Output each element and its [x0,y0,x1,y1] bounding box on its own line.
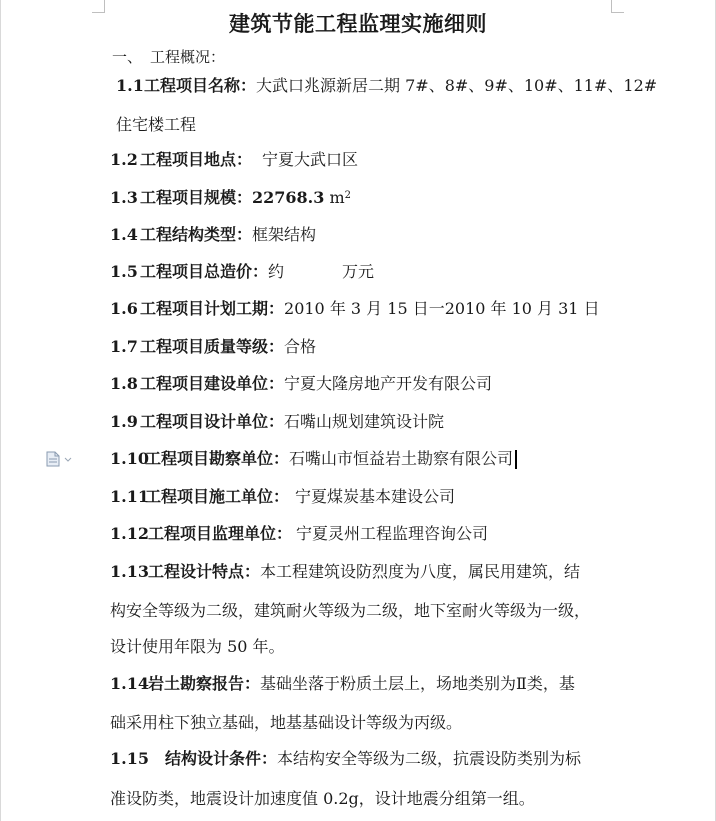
item-unit-superscript: 2 [344,190,352,201]
item-design-unit [110,412,444,432]
item-structural-conditions-line-2: 准设防类，地震设计加速度值 0.2g，设计地震分组第一组。 [110,789,535,808]
item-structure-type [110,225,316,245]
item-number: 1.2 [110,150,138,169]
item-project-location [110,150,358,170]
item-value: 大武口兆源新居二期 7#、8#、9#、10#、11#、12# [256,76,658,95]
item-value: 宁夏大武口区 [262,150,359,169]
item-project-scale [110,188,351,208]
item-value: 框架结构 [252,225,317,244]
item-label: 结构设计条件： [165,749,278,768]
item-number: 1.4 [110,225,138,244]
item-quality-grade [110,337,316,357]
item-structural-conditions [110,749,581,769]
section-heading [112,46,225,67]
section-heading-text: 工程概况： [150,48,226,66]
text-cursor [515,450,517,469]
item-value: 基础坐落于粉质土层上，场地类别为Ⅱ类，基 [260,674,575,693]
item-label: 工程项目监理单位： [148,524,293,543]
item-number: 1.9 [110,412,138,431]
item-number: 1.8 [110,374,138,393]
item-value: 宁夏煤炭基本建设公司 [295,487,456,506]
item-number: 1.6 [110,299,138,318]
item-contractor [110,487,455,507]
item-label: 工程项目地点： [140,150,253,169]
item-value: 22768.3 [252,188,325,207]
item-label: 工程项目名称： [144,76,257,95]
item-value: 本结构安全等级为二级，抗震设防类别为标 [277,749,582,768]
item-number: 1.1 [116,76,144,95]
item-design-features-line-3: 设计使用年限为 50 年。 [110,637,285,656]
item-value: 约 [268,262,285,281]
item-label: 工程设计特点： [148,562,261,581]
item-design-features-line-2: 构安全等级为二级，建筑耐火等级为二级，地下室耐火等级为一级， [110,601,591,620]
item-label: 工程项目规模： [140,188,253,207]
item-value: 合格 [284,337,317,356]
item-number: 1.10 [110,449,149,468]
item-number: 1.13 [110,562,149,581]
item-survey-unit [110,449,517,469]
item-schedule [110,299,600,319]
item-number: 1.5 [110,262,138,281]
document-title: 建筑节能工程监理实施细则 [229,11,487,36]
item-label: 工程项目计划工期： [140,299,285,318]
item-geotech-report [110,674,575,694]
document-page-icon[interactable] [46,451,74,467]
item-label: 工程项目勘察单位： [145,449,290,468]
item-number: 1.12 [110,524,149,543]
item-total-cost [110,262,374,282]
item-value: 石嘴山市恒益岩土勘察有限公司 [289,449,514,468]
item-label: 工程项目建设单位： [140,374,285,393]
item-value: 宁夏大隆房地产开发有限公司 [284,374,493,393]
item-value-unit: 万元 [342,262,375,281]
item-unit: m [329,188,345,207]
item-label: 工程项目总造价： [140,262,269,281]
item-number: 1.3 [110,188,138,207]
item-label: 工程结构类型： [140,225,253,244]
item-label: 岩土勘察报告： [148,674,261,693]
item-geotech-report-line-2: 础采用柱下独立基础，地基基础设计等级为丙级。 [110,713,463,732]
item-label: 工程项目施工单位： [145,487,290,506]
item-value: 2010 年 3 月 15 日一2010 年 10 月 31 日 [284,299,600,318]
item-value: 本工程建筑设防烈度为八度，属民用建筑，结 [260,562,581,581]
item-design-features [110,562,580,582]
item-value: 宁夏灵州工程监理咨询公司 [296,524,489,543]
item-number: 1.11 [110,487,149,506]
item-supervision-unit [110,524,488,544]
item-number: 1.7 [110,337,138,356]
item-construction-owner [110,374,492,394]
item-number: 1.15 [110,749,149,768]
item-label: 工程项目质量等级： [140,337,285,356]
item-project-name [116,76,657,96]
item-project-name-continued: 住宅楼工程 [116,115,197,134]
item-label: 工程项目设计单位： [140,412,285,431]
item-value: 石嘴山规划建筑设计院 [284,412,445,431]
item-number: 1.14 [110,674,149,693]
section-number: 一、 [112,48,143,66]
